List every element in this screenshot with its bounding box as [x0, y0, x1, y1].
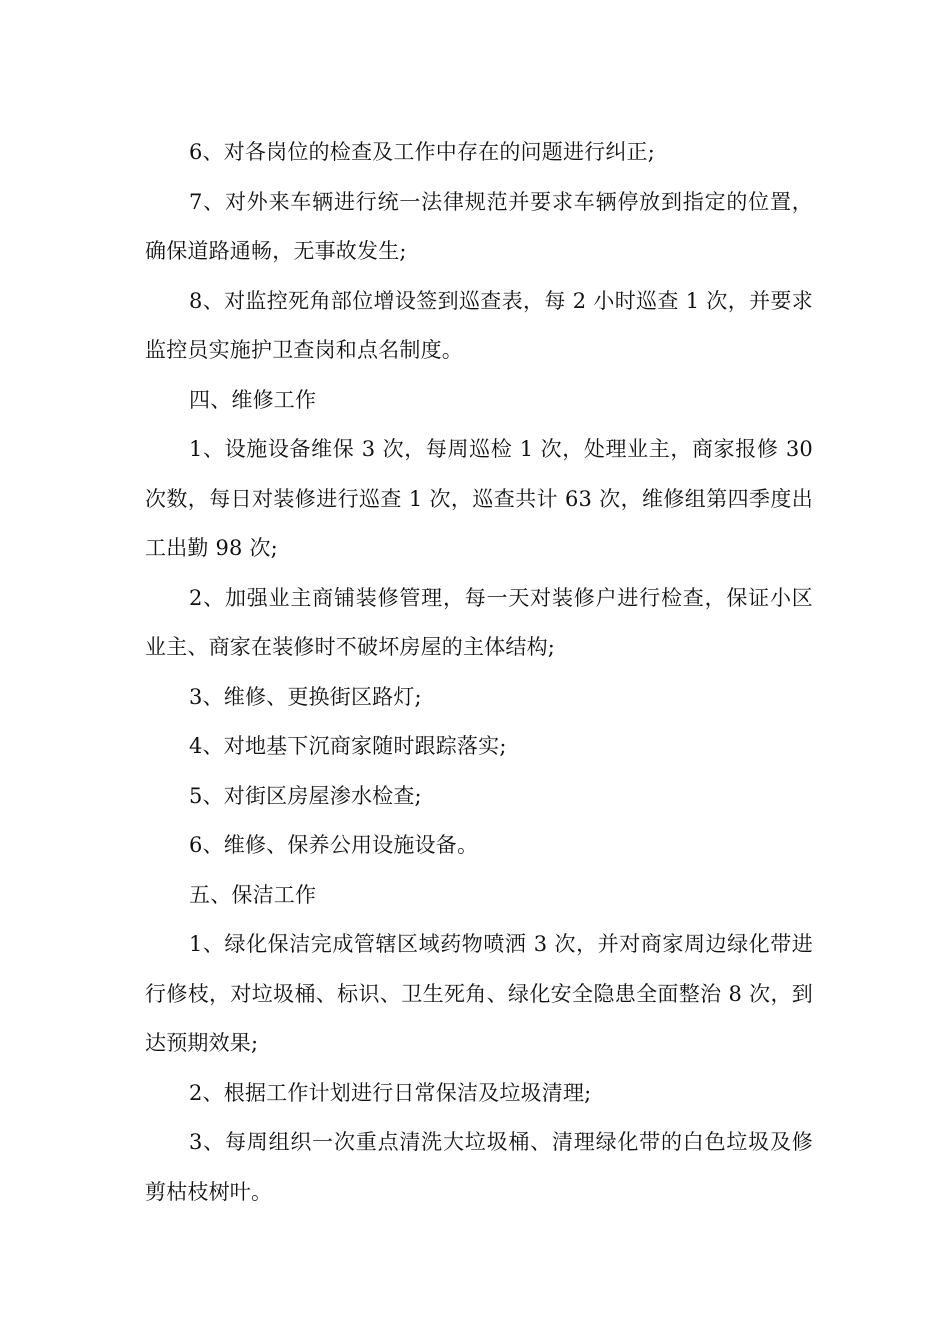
paragraph-maintenance-3: 3、维修、更换街区路灯;	[189, 684, 422, 709]
section-heading-maintenance: 四、维修工作	[189, 387, 317, 412]
paragraph-maintenance-1: 1、设施设备维保 3 次，每周巡检 1 次，处理业主，商家报修 30 次数，每日对装修进行巡查 1 次，巡查共计 63 次，维修组第四季度出工出勤 98 次;	[145, 437, 813, 560]
paragraph-security-6: 6、对各岗位的检查及工作中存在的问题进行纠正;	[189, 140, 656, 164]
section-heading-cleaning: 五、保洁工作	[189, 882, 317, 907]
paragraph-maintenance-2: 2、加强业主商铺装修管理，每一天对装修户进行检查，保证小区业主、商家在装修时不破坏房屋的主体结构;	[145, 585, 813, 659]
paragraph-maintenance-5: 5、对街区房屋渗水检查;	[189, 783, 422, 808]
paragraph-cleaning-3: 3、每周组织一次重点清洗大垃圾桶、清理绿化带的白色垃圾及修剪枯枝树叶。	[145, 1130, 813, 1204]
paragraph-cleaning-2: 2、根据工作计划进行日常保洁及垃圾清理;	[189, 1080, 592, 1105]
paragraph-security-8: 8、对监控死角部位增设签到巡查表，每 2 小时巡查 1 次，并要求监控员实施护卫查岗和点名制度。	[145, 288, 813, 362]
paragraph-cleaning-1: 1、绿化保洁完成管辖区域药物喷洒 3 次，并对商家周边绿化带进行修枝，对垃圾桶、标识、卫生死角、绿化安全隐患全面整治 8 次，到达预期效果;	[145, 932, 813, 1055]
paragraph-security-7: 7、对外来车辆进行统一法律规范并要求车辆停放到指定的位置，确保道路通畅，无事故发生;	[145, 189, 813, 263]
paragraph-maintenance-4: 4、对地基下沉商家随时跟踪落实;	[189, 734, 507, 758]
paragraph-maintenance-6: 6、维修、保养公用设施设备。	[189, 833, 479, 857]
document-body	[145, 128, 813, 1217]
